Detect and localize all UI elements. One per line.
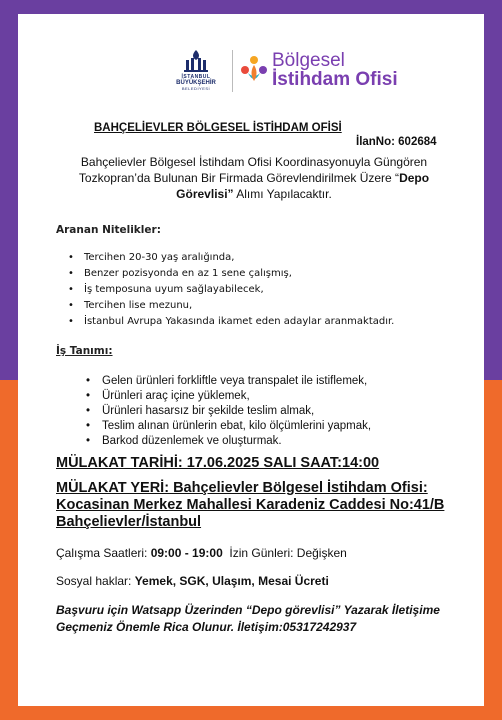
list-item: • Ürünleri araç içine yüklemek, — [102, 389, 371, 404]
ibb-emblem-icon — [181, 48, 211, 72]
qualifications-heading: Aranan Nitelikler: — [56, 224, 161, 236]
intro-paragraph — [54, 154, 454, 202]
bio-text-2: İstihdam Ofisi — [272, 69, 398, 90]
working-hours — [56, 546, 347, 560]
list-item: • Benzer pozisyonda en az 1 sene çalışmış, — [84, 266, 394, 282]
people-mark-icon — [240, 55, 268, 87]
list-item: • Gelen ürünleri forkliftle veya transpalet ile istiflemek, — [102, 374, 371, 389]
intro-text-1: Bahçelievler Bölgesel İstihdam Ofisi Koordinasyonuyla Güngören Tozkopran’da Bulunan Bir Firmada Görevlendirilmek Üzere “ — [78, 155, 428, 185]
interview-date: MÜLAKAT TARİHİ: 17.06.2025 SALI SAAT:14:00 — [56, 455, 380, 471]
off-days-value: Değişken — [296, 546, 347, 560]
qualifications-list — [68, 250, 394, 330]
intro-text-2: Alımı Yapılacaktır. — [233, 187, 332, 201]
application-info: Başvuru için Watsapp Üzerinden “Depo görevlisi” Yazarak İletişime Geçmeniz Önemle Rica Olunur. İletişim:05317242937 — [56, 603, 440, 634]
ibb-text-3: BELEDİYESİ — [181, 86, 211, 91]
list-item: • Barkod düzenlemek ve oluşturmak. — [102, 434, 371, 449]
ibb-text-2: BÜYÜKŞEHİR — [176, 80, 216, 86]
working-hours-label: Çalışma Saatleri: — [56, 546, 151, 560]
logo-row — [18, 48, 484, 108]
office-title: BAHÇELİEVLER BÖLGESEL İSTİHDAM OFİSİ — [94, 122, 342, 134]
social-rights-value: Yemek, SGK, Ulaşım, Mesai Ücreti — [134, 574, 329, 588]
interview-place: MÜLAKAT YERİ: Bahçelievler Bölgesel İstihdam Ofisi: Kocasinan Merkez Mahallesi Karadeniz Caddesi No:41/B Bahçelievler/İstanbul — [56, 480, 445, 530]
social-rights — [56, 574, 329, 588]
ibb-text-1: İSTANBUL — [181, 74, 211, 80]
list-item: • Teslim alınan ürünlerin ebat, kilo ölçümlerini yapmak, — [102, 419, 371, 434]
social-rights-label: Sosyal haklar: — [56, 574, 135, 588]
listing-number: İlanNo: 602684 — [356, 136, 437, 148]
intro-bold: Depo Görevlisi” — [176, 171, 430, 201]
ibb-logo — [166, 48, 226, 91]
list-item: • Tercihen 20-30 yaş aralığında, — [84, 250, 394, 266]
list-item: • Tercihen lise mezunu, — [84, 298, 394, 314]
bio-text-1: Bölgesel — [272, 50, 345, 71]
logo-divider — [232, 50, 233, 92]
list-item: • İş temposuna uyum sağlayabilecek, — [84, 282, 394, 298]
list-item: • Ürünleri hasarsız bir şekilde teslim almak, — [102, 404, 371, 419]
job-posting-card — [18, 14, 484, 706]
working-hours-value: 09:00 - 19:00 — [150, 546, 223, 560]
off-days-label: İzin Günleri: — [222, 546, 297, 560]
job-description-heading: İş Tanımı: — [56, 345, 113, 357]
job-description-list — [102, 374, 371, 449]
list-item: • İstanbul Avrupa Yakasında ikamet eden adaylar aranmaktadır. — [84, 314, 394, 330]
bio-logo — [240, 52, 398, 90]
